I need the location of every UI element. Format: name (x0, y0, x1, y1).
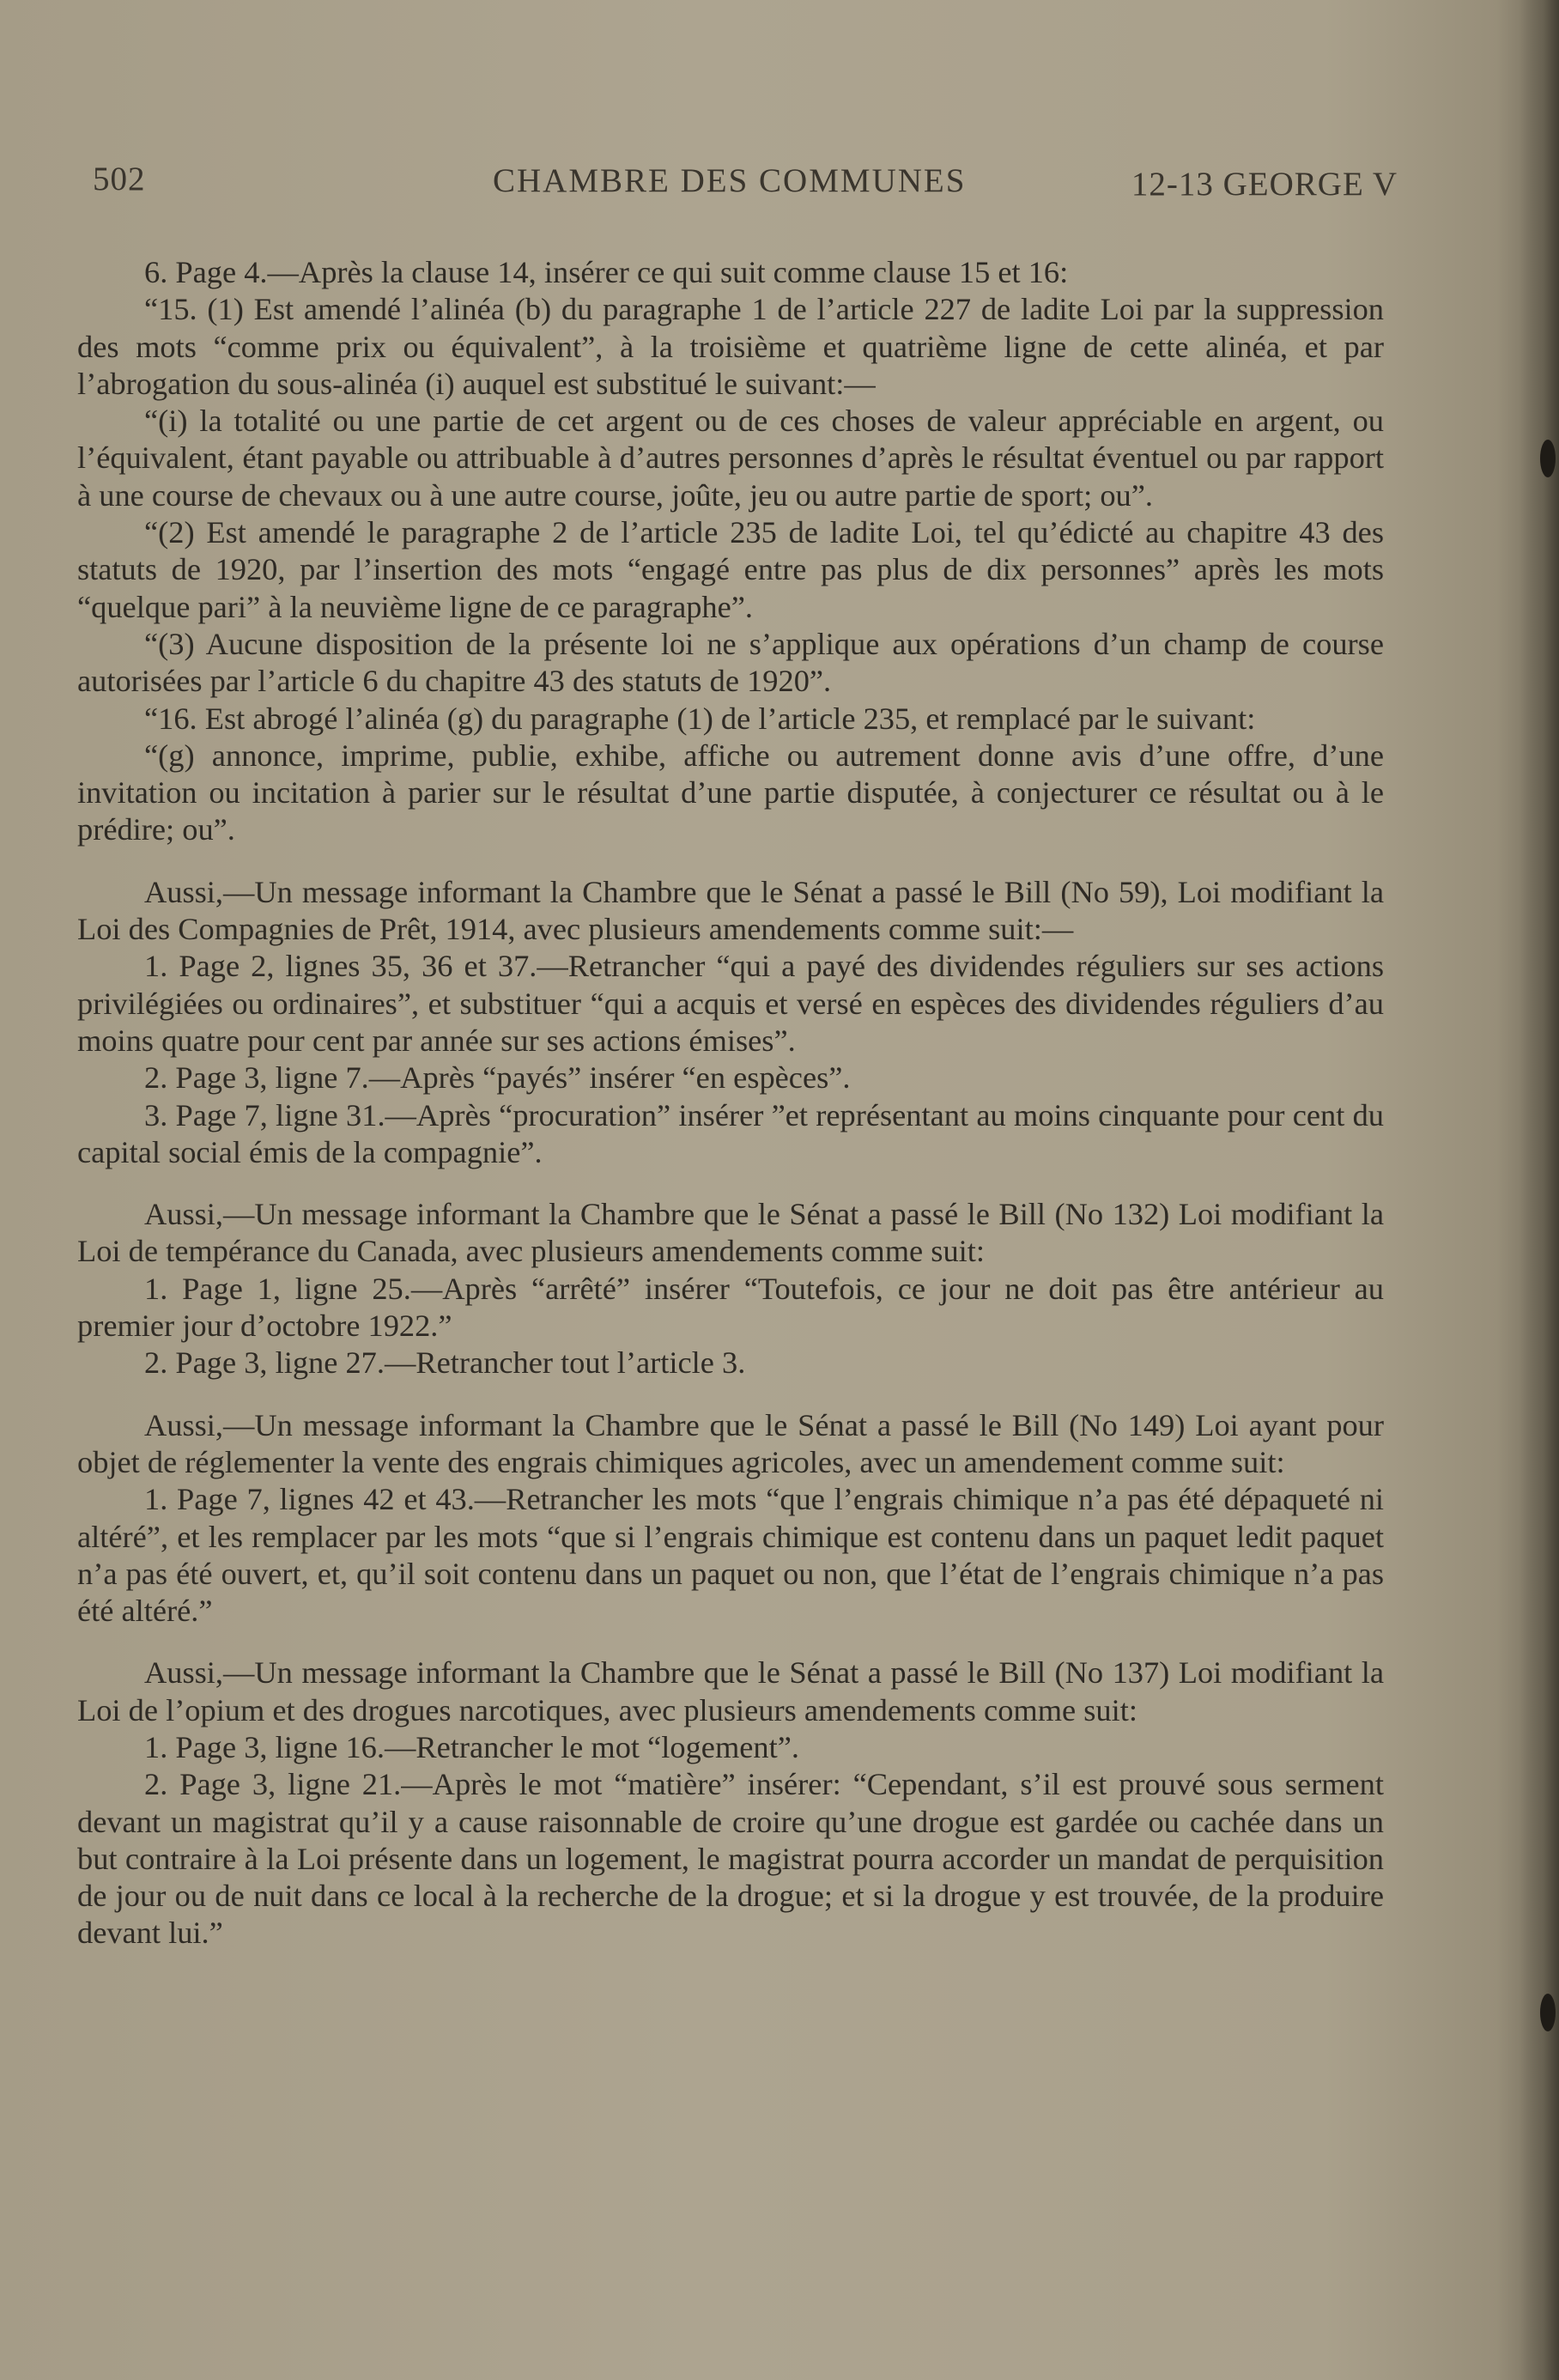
paragraph: Aussi,—Un message informant la Chambre que le Sénat a passé le Bill (No 132) Loi modifiant la Loi de tempérance du Canada, avec plusieurs amendements comme suit: (77, 1197, 1384, 1269)
binding-hole-mark (1540, 440, 1556, 477)
paragraph: “(3) Aucune disposition de la présente loi ne s’applique aux opérations d’un champ de course autorisées par l’article 6 du chapitre 43 des statuts de 1920”. (77, 626, 1384, 699)
binding-hole-mark (1540, 1994, 1556, 2031)
paragraph: 2. Page 3, ligne 7.—Après “payés” insérer “en espèces”. (144, 1060, 851, 1096)
paragraph: 1. Page 3, ligne 16.—Retrancher le mot “logement”. (144, 1729, 799, 1764)
paragraph: “(i) la totalité ou une partie de cet argent ou de ces choses de valeur appréciable en argent, ou l’équivalent, étant payable ou attribuable à d’autres personnes d’après le résultat éventuel ou par rapport à une course de chevaux ou à une autre course, joûte, jeu ou autre partie de sport; ou”. (77, 404, 1384, 513)
regnal-year: 12-13 GEORGE V (1131, 166, 1398, 203)
document-body (77, 254, 1384, 1952)
paragraph: 2. Page 3, ligne 21.—Après le mot “matière” insérer: “Cependant, s’il est prouvé sous serment devant un magistrat qu’il y a cause raisonnable de croire qu’une drogue est gardée ou cachée dans un but contraire à la Loi présente dans un logement, le magistrat pourra accorder un mandat de perquisition de jour ou de nuit dans ce local à la recherche de la drogue; et si la drogue y est trouvée, de la produire devant lui.” (77, 1767, 1384, 1951)
paragraph: “(2) Est amendé le paragraphe 2 de l’article 235 de ladite Loi, tel qu’édicté au chapitre 43 des statuts de 1920, par l’insertion des mots “engagé entre pas plus de dix personnes” après les mots “quelque pari” à la neuvième ligne de ce paragraphe”. (77, 515, 1384, 624)
paragraph: “16. Est abrogé l’alinéa (g) du paragraphe (1) de l’article 235, et remplacé par le suivant: (144, 701, 1256, 736)
page-number: 502 (93, 161, 146, 197)
running-title: CHAMBRE DES COMMUNES (493, 162, 967, 199)
paragraph: 1. Page 7, lignes 42 et 43.—Retrancher les mots “que l’engrais chimique n’a pas été dépaqueté ni altéré”, et les remplacer par les mots “que si l’engrais chimique est contenu dans un paquet ledit paquet n’a pas été ouvert, et, qu’il soit contenu dans un paquet ou non, que l’état de l’engrais chimique n’a pas été altéré.” (77, 1482, 1384, 1629)
paragraph: 2. Page 3, ligne 27.—Retrancher tout l’article 3. (144, 1345, 746, 1381)
paragraph: 1. Page 2, lignes 35, 36 et 37.—Retrancher “qui a payé des dividendes réguliers sur ses actions privilégiées ou ordinaires”, et substituer “qui a acquis et versé en espèces des dividendes réguliers d’au moins quatre pour cent par année sur ses actions émises”. (77, 949, 1384, 1058)
running-header (93, 160, 1398, 203)
paragraph: Aussi,—Un message informant la Chambre que le Sénat a passé le Bill (No 137) Loi modifiant la Loi de l’opium et des drogues narcotiques, avec plusieurs amendements comme suit: (77, 1655, 1384, 1727)
paragraph: Aussi,—Un message informant la Chambre que le Sénat a passé le Bill (No 149) Loi ayant pour objet de réglementer la vente des engrais chimiques agricoles, avec un amendement comme suit: (77, 1407, 1384, 1479)
paragraph: 6. Page 4.—Après la clause 14, insérer ce qui suit comme clause 15 et 16: (144, 255, 1069, 289)
paragraph: 3. Page 7, ligne 31.—Après “procuration” insérer ”et représentant au moins cinquante pour cent du capital social émis de la compagnie”. (77, 1097, 1384, 1169)
paragraph: “15. (1) Est amendé l’alinéa (b) du paragraphe 1 de l’article 227 de ladite Loi par la suppression des mots “comme prix ou équivalent”, à la troisième et quatrième ligne de cette alinéa, et par l’abrogation du sous-alinéa (i) auquel est substitué le suivant:— (77, 292, 1384, 401)
paragraph: Aussi,—Un message informant la Chambre que le Sénat a passé le Bill (No 59), Loi modifiant la Loi des Compagnies de Prêt, 1914, avec plusieurs amendements comme suit:— (77, 874, 1384, 947)
paragraph: 1. Page 1, ligne 25.—Après “arrêté” insérer “Toutefois, ce jour ne doit pas être antérieur au premier jour d’octobre 1922.” (77, 1271, 1384, 1344)
paragraph: “(g) annonce, imprime, publie, exhibe, affiche ou autrement donne avis d’une offre, d’une invitation ou incitation à parier sur le résultat d’une partie disputée, à conjecturer ce résultat ou à le prédire; ou”. (77, 738, 1384, 847)
